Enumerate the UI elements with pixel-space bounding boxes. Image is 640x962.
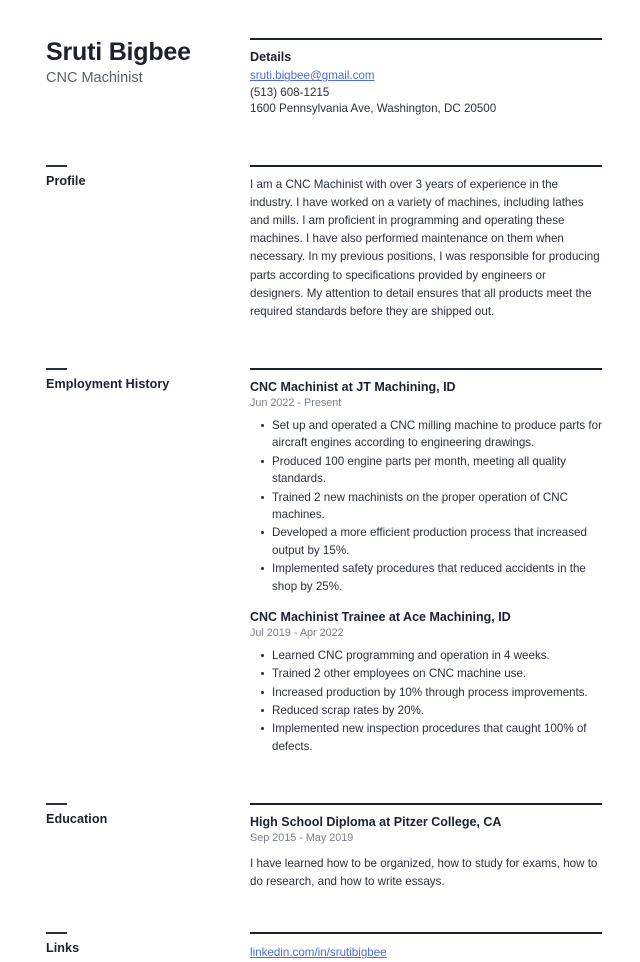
education-label-column [46, 803, 250, 827]
employment-entry-bullets [250, 417, 602, 595]
profile-text: I am a CNC Machinist with over 3 years of experience in the industry. I have worked on a variety of machines, including lathes and mills. I am proficient in programming and operating these machines. I have also performed maintenance on them when necessary. In my previous positions, I was responsible for producing parts according to specifications provided by engineers or designers. My attention to detail ensures that all products meet the required standards before they are shipped out. [250, 177, 600, 319]
education-section [46, 803, 602, 891]
education-divider [250, 803, 602, 805]
details-section [250, 38, 602, 118]
details-divider [250, 38, 602, 40]
section-dash-icon [46, 165, 67, 167]
education-content [250, 803, 602, 891]
employment-entry-title: CNC Machinist Trainee at Ace Machining, ID [250, 609, 511, 624]
header-identity [46, 38, 250, 87]
links-content [250, 932, 602, 961]
education-section-label: Education [46, 812, 108, 827]
employment-entry [250, 609, 602, 755]
details-heading: Details [250, 50, 292, 64]
list-item: Developed a more efficient production process that increased output by 15%. [272, 524, 602, 559]
employment-label-column [46, 368, 250, 392]
list-item: Trained 2 new machinists on the proper operation of CNC machines. [272, 489, 602, 524]
candidate-name: Sruti Bigbee [46, 38, 191, 66]
profile-divider [250, 165, 602, 167]
email-link[interactable]: sruti.bigbee@gmail.com [250, 69, 375, 83]
detail-address: 1600 Pennsylvania Ave, Washington, DC 20500 [250, 102, 497, 116]
list-item: Implemented new inspection procedures that caught 100% of defects. [272, 720, 602, 755]
linkedin-link[interactable]: linkedin.com/in/srutibigbee [250, 946, 387, 960]
education-entry [250, 814, 602, 891]
section-dash-icon [46, 932, 67, 934]
employment-entry-date: Jul 2019 - Apr 2022 [250, 627, 344, 640]
list-item: Increased production by 10% through process improvements. [272, 684, 602, 701]
employment-divider [250, 368, 602, 370]
education-entry-date: Sep 2015 - May 2019 [250, 832, 354, 845]
profile-content [250, 165, 602, 322]
links-section [46, 932, 602, 961]
employment-entry-bullets [250, 647, 602, 755]
list-item: Implemented safety procedures that reduced accidents in the shop by 25%. [272, 560, 602, 595]
employment-entry-title: CNC Machinist at JT Machining, ID [250, 380, 456, 395]
section-dash-icon [46, 368, 67, 370]
candidate-job-title: CNC Machinist [46, 70, 143, 86]
list-item: Reduced scrap rates by 20%. [272, 702, 602, 719]
links-section-label: Links [46, 941, 80, 956]
detail-phone: (513) 608-1215 [250, 85, 330, 99]
employment-section [46, 368, 602, 756]
education-entry-title: High School Diploma at Pitzer College, CA [250, 815, 502, 830]
education-entry-description: I have learned how to be organized, how to study for exams, how to do research, and how to write essays. [250, 856, 598, 889]
employment-content [250, 368, 602, 756]
employment-entry-date: Jun 2022 - Present [250, 397, 342, 410]
list-item: Learned CNC programming and operation in 4 weeks. [272, 647, 602, 664]
employment-entry [250, 379, 602, 595]
links-list [250, 943, 602, 961]
profile-label-column [46, 165, 250, 189]
detail-email [250, 66, 602, 84]
profile-section [46, 165, 602, 322]
profile-section-label: Profile [46, 173, 86, 188]
list-item: Trained 2 other employees on CNC machine use. [272, 665, 602, 682]
employment-section-label: Employment History [46, 377, 170, 392]
links-divider [250, 932, 602, 934]
list-item: Set up and operated a CNC milling machine to produce parts for aircraft engines according to engineering drawings. [272, 417, 602, 452]
links-label-column [46, 932, 250, 956]
resume-header [46, 38, 602, 118]
section-dash-icon [46, 803, 67, 805]
list-item: Produced 100 engine parts per month, meeting all quality standards. [272, 453, 602, 488]
